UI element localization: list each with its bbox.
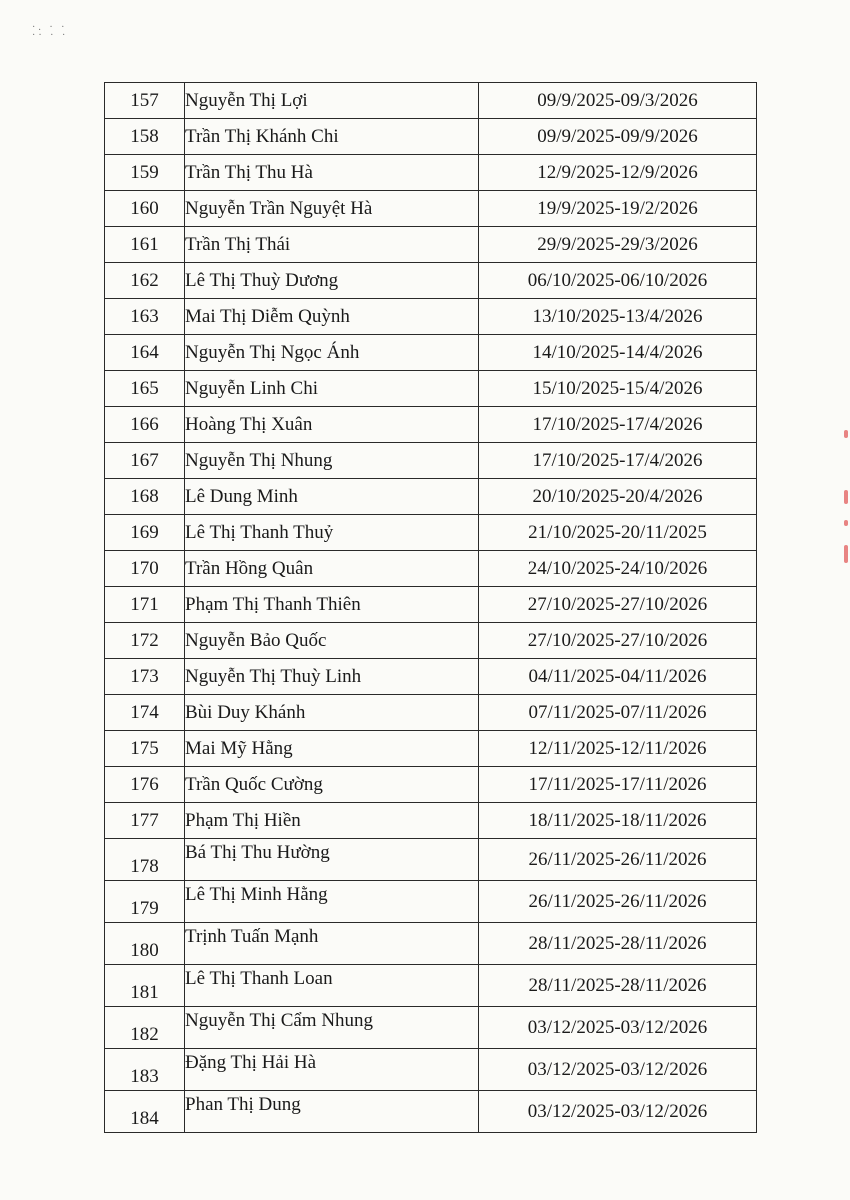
person-name: Trần Thị Khánh Chi [185,119,479,155]
row-number: 165 [105,371,185,407]
date-range: 26/11/2025-26/11/2026 [479,881,757,923]
row-number: 177 [105,803,185,839]
table-row [105,803,757,839]
person-name: Trịnh Tuấn Mạnh [185,923,479,965]
row-number: 171 [105,587,185,623]
date-range: 06/10/2025-06/10/2026 [479,263,757,299]
row-number: 175 [105,731,185,767]
row-number: 161 [105,227,185,263]
person-name: Nguyễn Bảo Quốc [185,623,479,659]
date-range: 17/11/2025-17/11/2026 [479,767,757,803]
table-row [105,923,757,965]
table-row [105,191,757,227]
row-number: 173 [105,659,185,695]
table-row [105,443,757,479]
person-name: Bùi Duy Khánh [185,695,479,731]
row-number: 167 [105,443,185,479]
edge-stamp-mark [844,430,848,438]
person-name: Phạm Thị Thanh Thiên [185,587,479,623]
person-name: Trần Quốc Cường [185,767,479,803]
row-number: 174 [105,695,185,731]
date-range: 20/10/2025-20/4/2026 [479,479,757,515]
table-row [105,731,757,767]
table-row [105,155,757,191]
date-range: 07/11/2025-07/11/2026 [479,695,757,731]
row-number: 179 [105,881,185,923]
date-range: 21/10/2025-20/11/2025 [479,515,757,551]
row-number: 176 [105,767,185,803]
table-row [105,587,757,623]
table-row [105,119,757,155]
row-number: 160 [105,191,185,227]
row-number: 172 [105,623,185,659]
person-name: Lê Thị Thanh Loan [185,965,479,1007]
date-range: 09/9/2025-09/9/2026 [479,119,757,155]
table-row [105,695,757,731]
row-number: 162 [105,263,185,299]
date-range: 12/11/2025-12/11/2026 [479,731,757,767]
table-row [105,551,757,587]
person-name: Trần Thị Thái [185,227,479,263]
person-name: Phan Thị Dung [185,1091,479,1133]
row-number: 168 [105,479,185,515]
person-name: Nguyễn Thị Nhung [185,443,479,479]
table-row [105,659,757,695]
date-range: 27/10/2025-27/10/2026 [479,587,757,623]
person-name: Mai Mỹ Hằng [185,731,479,767]
date-range: 17/10/2025-17/4/2026 [479,407,757,443]
person-name: Hoàng Thị Xuân [185,407,479,443]
person-name: Phạm Thị Hiền [185,803,479,839]
table-row [105,83,757,119]
row-number: 181 [105,965,185,1007]
table-row [105,1049,757,1091]
person-name: Trần Thị Thu Hà [185,155,479,191]
date-range: 14/10/2025-14/4/2026 [479,335,757,371]
employee-table [104,82,757,1133]
row-number: 180 [105,923,185,965]
date-range: 29/9/2025-29/3/2026 [479,227,757,263]
table-row [105,335,757,371]
person-name: Lê Thị Thanh Thuỷ [185,515,479,551]
table-row [105,1091,757,1133]
date-range: 09/9/2025-09/3/2026 [479,83,757,119]
row-number: 157 [105,83,185,119]
table-row [105,227,757,263]
person-name: Nguyễn Trần Nguyệt Hà [185,191,479,227]
date-range: 28/11/2025-28/11/2026 [479,923,757,965]
row-number: 159 [105,155,185,191]
row-number: 183 [105,1049,185,1091]
date-range: 19/9/2025-19/2/2026 [479,191,757,227]
table-row [105,1007,757,1049]
table-row [105,479,757,515]
date-range: 18/11/2025-18/11/2026 [479,803,757,839]
person-name: Bá Thị Thu Hường [185,839,479,881]
person-name: Lê Thị Minh Hằng [185,881,479,923]
row-number: 178 [105,839,185,881]
table-row [105,767,757,803]
table-row [105,299,757,335]
person-name: Đặng Thị Hải Hà [185,1049,479,1091]
table-row [105,515,757,551]
row-number: 182 [105,1007,185,1049]
table-row [105,881,757,923]
date-range: 03/12/2025-03/12/2026 [479,1049,757,1091]
person-name: Nguyễn Thị Thuỳ Linh [185,659,479,695]
row-number: 158 [105,119,185,155]
date-range: 13/10/2025-13/4/2026 [479,299,757,335]
table-row [105,839,757,881]
scan-artifact: ·. · · ·· · · [32,22,69,41]
table-row [105,263,757,299]
row-number: 166 [105,407,185,443]
date-range: 28/11/2025-28/11/2026 [479,965,757,1007]
person-name: Nguyễn Thị Cẩm Nhung [185,1007,479,1049]
person-name: Trần Hồng Quân [185,551,479,587]
table-row [105,407,757,443]
date-range: 26/11/2025-26/11/2026 [479,839,757,881]
row-number: 163 [105,299,185,335]
person-name: Lê Thị Thuỳ Dương [185,263,479,299]
table-row [105,623,757,659]
person-name: Nguyễn Thị Ngọc Ánh [185,335,479,371]
person-name: Nguyễn Linh Chi [185,371,479,407]
person-name: Nguyễn Thị Lợi [185,83,479,119]
date-range: 04/11/2025-04/11/2026 [479,659,757,695]
edge-stamp-mark [844,545,848,563]
date-range: 12/9/2025-12/9/2026 [479,155,757,191]
edge-stamp-mark [844,490,848,504]
table-row [105,965,757,1007]
edge-stamp-mark [844,520,848,526]
person-name: Mai Thị Diễm Quỳnh [185,299,479,335]
row-number: 164 [105,335,185,371]
row-number: 184 [105,1091,185,1133]
date-range: 27/10/2025-27/10/2026 [479,623,757,659]
row-number: 169 [105,515,185,551]
date-range: 03/12/2025-03/12/2026 [479,1091,757,1133]
person-name: Lê Dung Minh [185,479,479,515]
row-number: 170 [105,551,185,587]
date-range: 15/10/2025-15/4/2026 [479,371,757,407]
date-range: 03/12/2025-03/12/2026 [479,1007,757,1049]
date-range: 24/10/2025-24/10/2026 [479,551,757,587]
table-row [105,371,757,407]
date-range: 17/10/2025-17/4/2026 [479,443,757,479]
